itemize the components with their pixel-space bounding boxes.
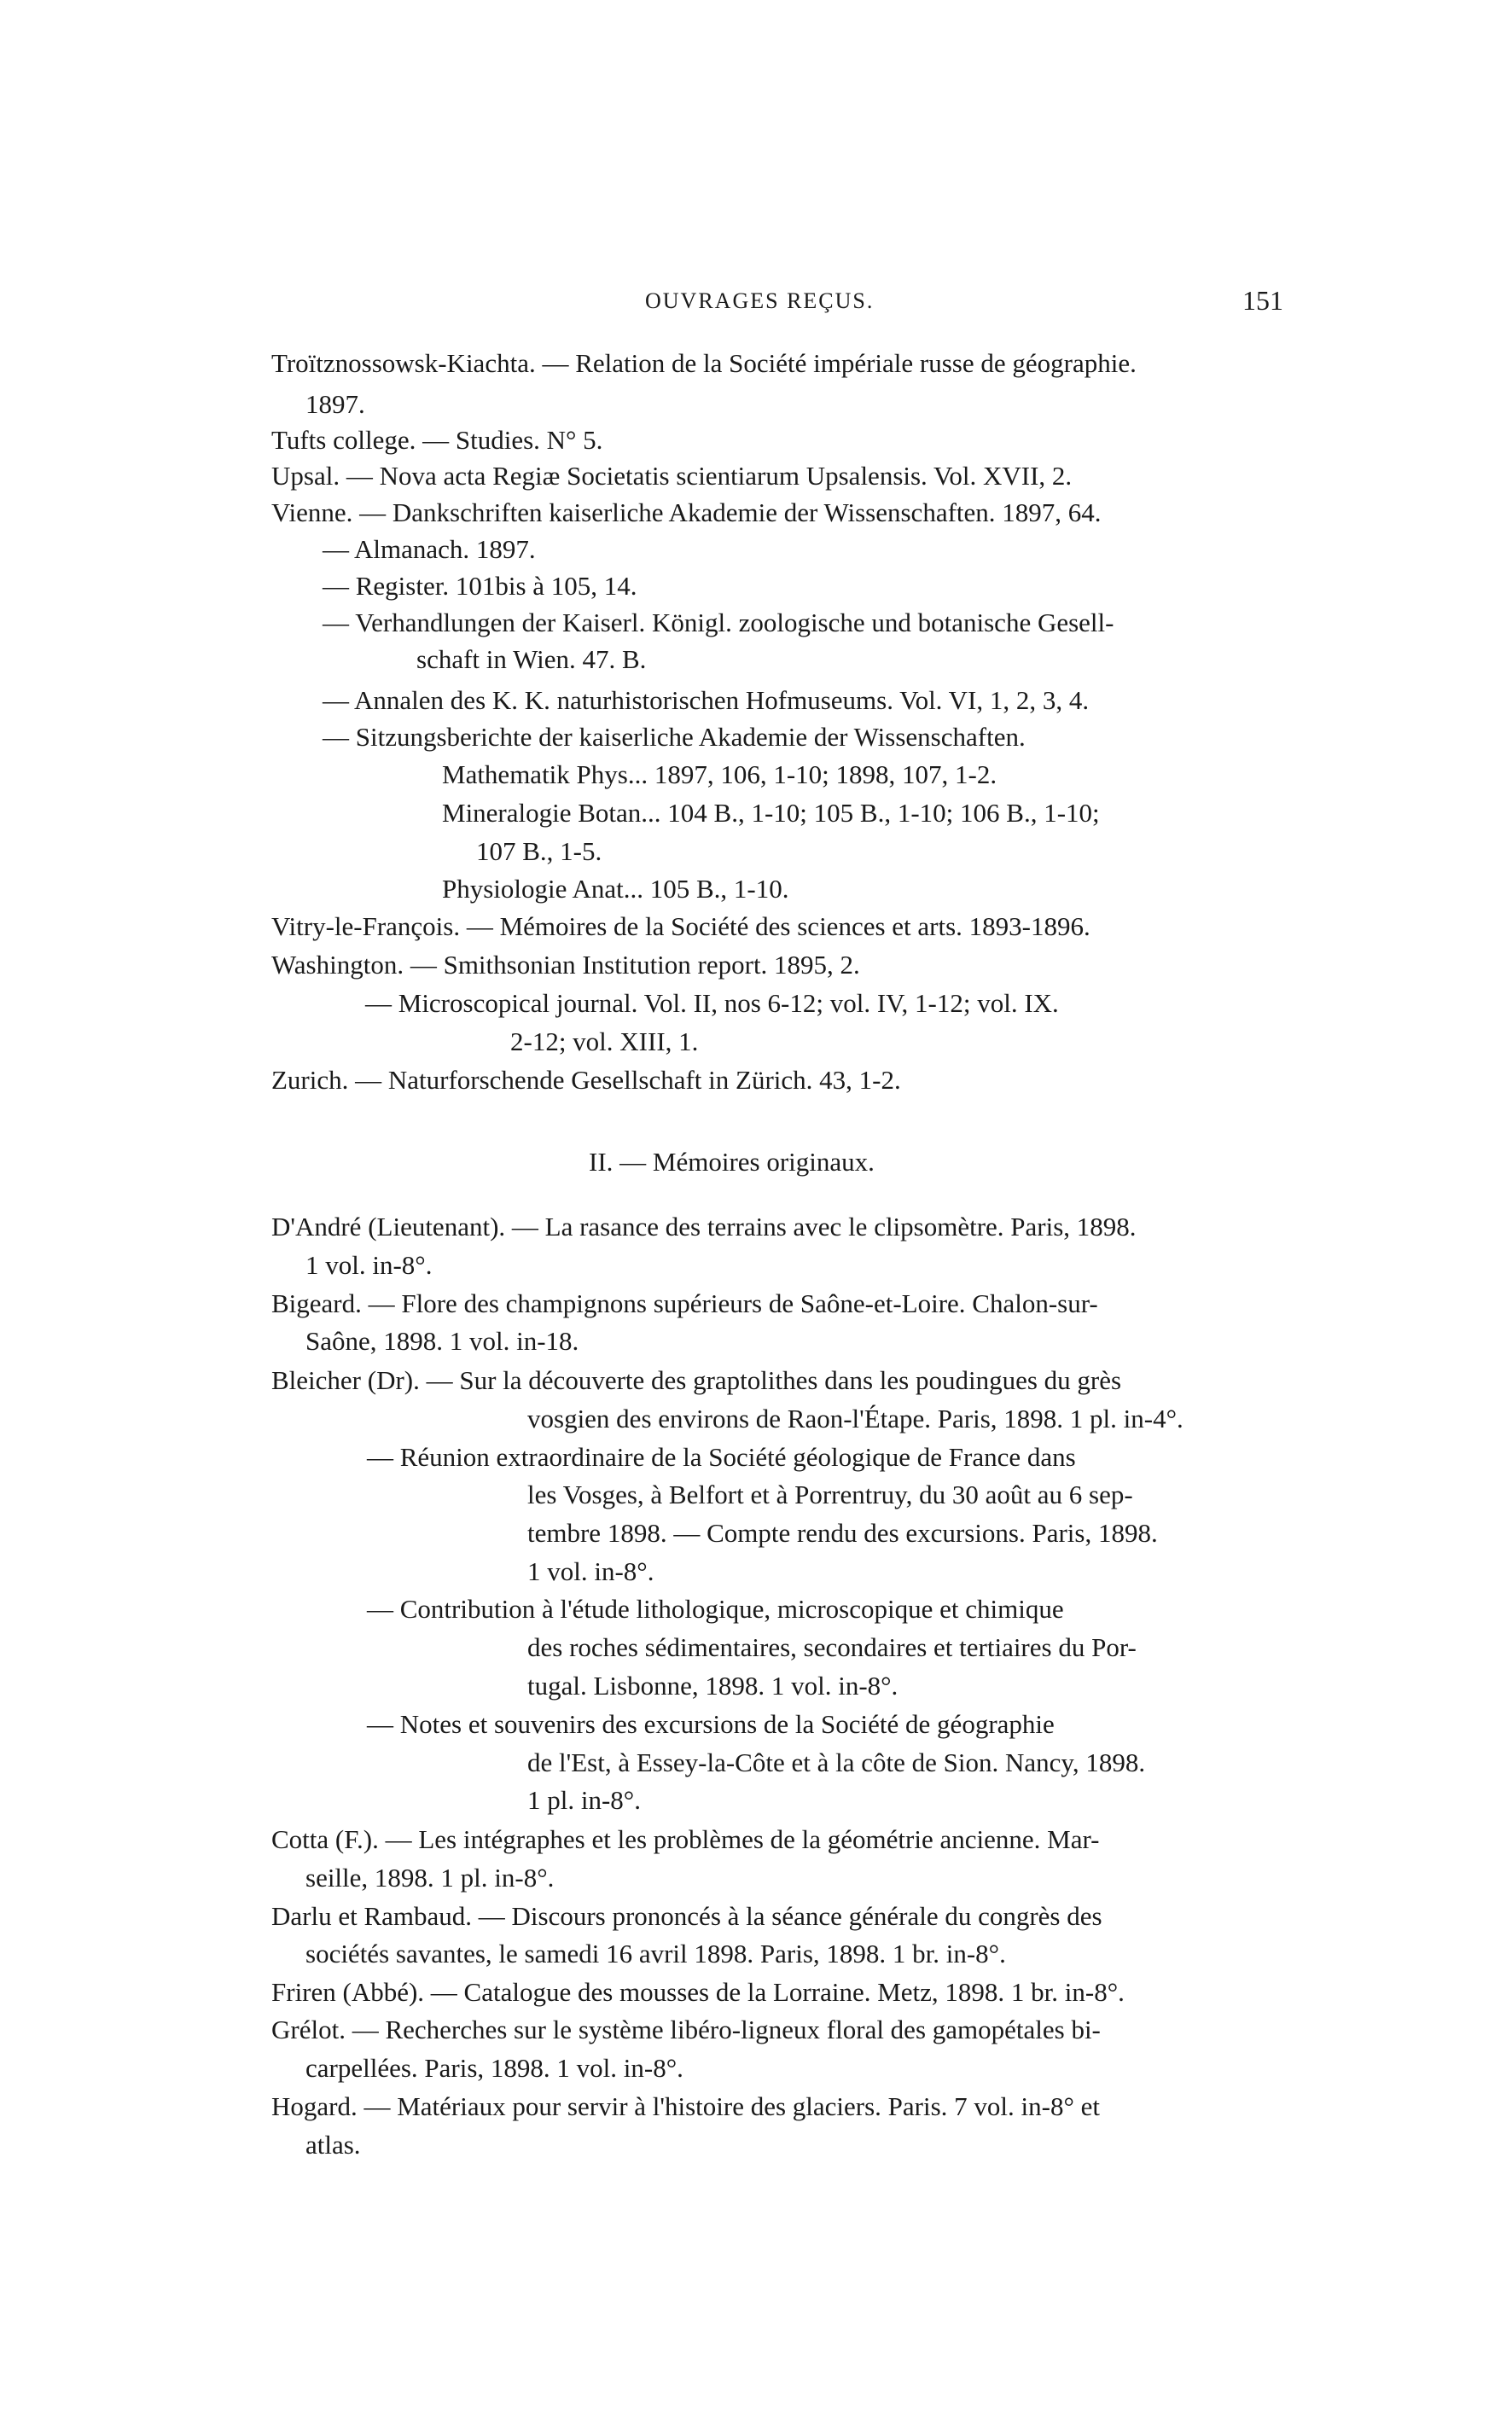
entry-line: Physiologie Anat... 105 B., 1-10. — [442, 874, 789, 904]
page-number: 151 — [1242, 285, 1283, 316]
entry-line: carpellées. Paris, 1898. 1 vol. in-8°. — [305, 2053, 683, 2083]
entry-line: de l'Est, à Essey-la-Côte et à la côte de Sion. Nancy, 1898. — [527, 1747, 1146, 1777]
entry-line: — Notes et souvenirs des excursions de la Société de géographie — [367, 1709, 1055, 1739]
entry-line: Vitry-le-François. — Mémoires de la Société des sciences et arts. 1893-1896. — [271, 911, 1090, 941]
entry-line: — Réunion extraordinaire de la Société géologique de France dans — [367, 1442, 1076, 1472]
entry-line: Tufts college. — Studies. N° 5. — [271, 425, 603, 455]
entry-line: des roches sédimentaires, secondaires et tertiaires du Por- — [527, 1632, 1137, 1662]
entry-line: Bleicher (Dr). — Sur la découverte des graptolithes dans les poudingues du grès — [271, 1365, 1122, 1395]
entry-line: Friren (Abbé). — Catalogue des mousses de la Lorraine. Metz, 1898. 1 br. in-8°. — [271, 1977, 1125, 2007]
entry-line: D'André (Lieutenant). — La rasance des terrains avec le clipsomètre. Paris, 1898. — [271, 1212, 1137, 1241]
entry-line: — Almanach. 1897. — [323, 534, 536, 564]
entry-line: tembre 1898. — Compte rendu des excursions. Paris, 1898. — [527, 1518, 1158, 1548]
entry-line: seille, 1898. 1 pl. in-8°. — [305, 1863, 555, 1893]
entry-line: schaft in Wien. 47. B. — [416, 644, 647, 674]
entry-line: atlas. — [305, 2130, 361, 2160]
entry-line: Mathematik Phys... 1897, 106, 1-10; 1898, 107, 1-2. — [442, 759, 997, 789]
entry-line: vosgien des environs de Raon-l'Étape. Paris, 1898. 1 pl. in-4°. — [527, 1404, 1183, 1433]
entry-line: Troïtznossowsk-Kiachta. — Relation de la Société impériale russe de géographie. — [271, 348, 1137, 378]
entry-line: — Microscopical journal. Vol. II, nos 6-12; vol. IV, 1-12; vol. IX. — [365, 988, 1059, 1018]
entry-line: Bigeard. — Flore des champignons supérieurs de Saône-et-Loire. Chalon-sur- — [271, 1288, 1098, 1318]
entry-line: — Register. 101bis à 105, 14. — [323, 571, 637, 601]
entry-line: sociétés savantes, le samedi 16 avril 1898. Paris, 1898. 1 br. in-8°. — [305, 1939, 1006, 1968]
entry-line: Grélot. — Recherches sur le système libéro-ligneux floral des gamopétales bi- — [271, 2015, 1101, 2044]
entry-line: — Annalen des K. K. naturhistorischen Hofmuseums. Vol. VI, 1, 2, 3, 4. — [323, 685, 1090, 715]
entry-line: 1 vol. in-8°. — [527, 1556, 654, 1586]
entry-line: Vienne. — Dankschriften kaiserliche Akademie der Wissenschaften. 1897, 64. — [271, 497, 1102, 527]
entry-line: — Contribution à l'étude lithologique, microscopique et chimique — [367, 1594, 1064, 1624]
entry-line: — Verhandlungen der Kaiserl. Königl. zoologische und botanische Gesell- — [323, 608, 1114, 637]
entry-line: Darlu et Rambaud. — Discours prononcés à la séance générale du congrès des — [271, 1901, 1102, 1931]
section-title: II. — Mémoires originaux. — [589, 1147, 875, 1177]
entry-line: Washington. — Smithsonian Institution report. 1895, 2. — [271, 950, 860, 980]
entry-line: les Vosges, à Belfort et à Porrentruy, du 30 août au 6 sep- — [527, 1480, 1133, 1509]
entry-line: 1 vol. in-8°. — [305, 1250, 433, 1280]
entry-line: 107 B., 1-5. — [476, 836, 602, 866]
entry-line: Upsal. — Nova acta Regiæ Societatis scientiarum Upsalensis. Vol. XVII, 2. — [271, 461, 1073, 491]
entry-line: 1897. — [305, 389, 365, 419]
entry-line: Saône, 1898. 1 vol. in-18. — [305, 1326, 579, 1356]
entry-line: Mineralogie Botan... 104 B., 1-10; 105 B., 1-10; 106 B., 1-10; — [442, 798, 1100, 828]
entry-line: Zurich. — Naturforschende Gesellschaft in Zürich. 43, 1-2. — [271, 1065, 901, 1095]
running-head: OUVRAGES REÇUS. — [645, 288, 875, 313]
entry-line: — Sitzungsberichte der kaiserliche Akademie der Wissenschaften. — [323, 722, 1026, 752]
entry-line: 1 pl. in-8°. — [527, 1785, 641, 1815]
entry-line: tugal. Lisbonne, 1898. 1 vol. in-8°. — [527, 1671, 898, 1701]
entry-line: Cotta (F.). — Les intégraphes et les problèmes de la géométrie ancienne. Mar- — [271, 1824, 1100, 1854]
entry-line: Hogard. — Matériaux pour servir à l'histoire des glaciers. Paris. 7 vol. in-8° et — [271, 2091, 1100, 2121]
entry-line: 2-12; vol. XIII, 1. — [510, 1026, 699, 1056]
